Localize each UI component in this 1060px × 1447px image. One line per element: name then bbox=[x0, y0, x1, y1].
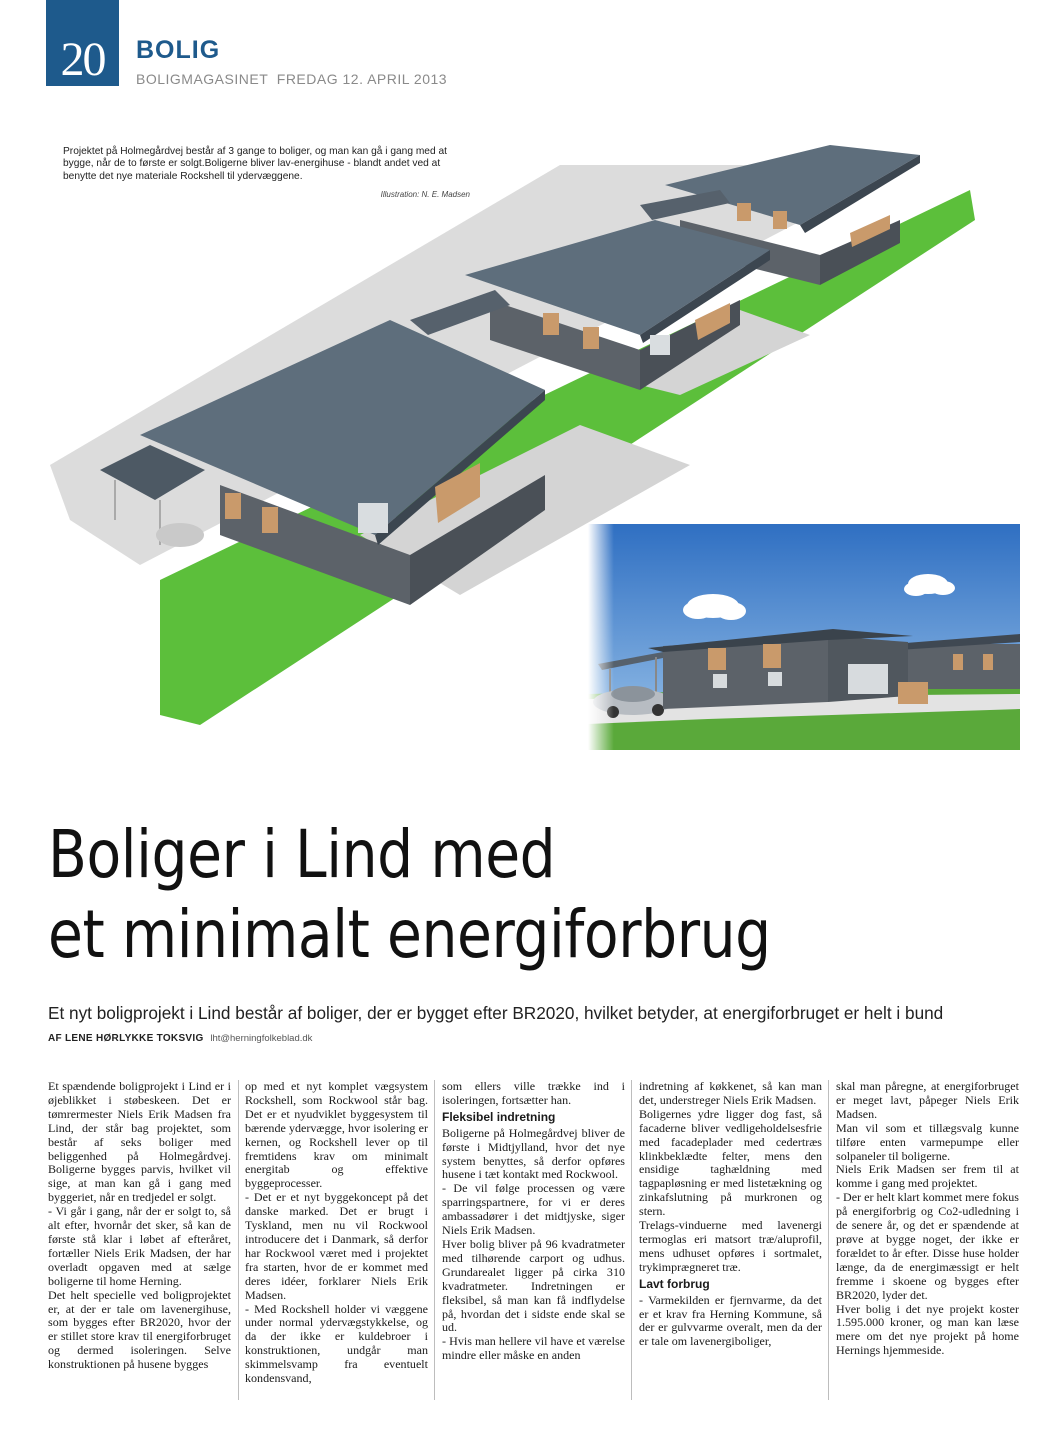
column-divider bbox=[631, 1080, 632, 1400]
paragraph: Et spændende boligprojekt i Lind er i øjeblikket i støbeskeen. Det er tømrermester Niels Erik Madsen fra Lind, der står bag projektet, som består af seks boliger med beliggenhed på Holmegårdvej. Boligerne bygges parvis, hvilket vil sige, at man kan gå i gang med byggeriet, når en tredjedel er solgt. bbox=[48, 1079, 231, 1205]
paragraph: - Varmekilden er fjernvarme, da det er et krav fra Herning Kommune, så der er gulvvarme overalt, men da der er tale om lavenergiboliger, bbox=[639, 1292, 822, 1349]
paragraph: - Med Rockshell holder vi væggene under normal ydervægstykkelse, og da der ikke er kuldebroer i konstruktionen, undgår man skimmelsvamp fra eventuelt kondensvand, bbox=[245, 1301, 428, 1386]
article-column-5 bbox=[836, 1080, 1019, 1358]
paragraph: Hver bolig bliver på 96 kvadratmeter med tilhørende carport og udhus. Grundarealet ligger på cirka 310 kvadratmeter. Indretningen er fleksibel, så man kan få indflydelse på, hvordan det i sidste ende skal se ud. bbox=[442, 1236, 625, 1335]
paragraph: Det helt specielle ved boligprojektet er, at der er tale om lavenergihuse, som bygges efter BR2020, hvor der er stillet store krav til energiforbruget og dermed isoleringen. Selve konstruktionen på husene bygges bbox=[48, 1287, 231, 1372]
column-divider bbox=[434, 1080, 435, 1400]
street-rendering bbox=[588, 524, 1020, 750]
page-number: 20 bbox=[60, 33, 105, 86]
paragraph: Boligernes ydre ligger dog fast, så facaderne bliver vedligeholdelsesfrie med facadeplader med cedertræs klinkbeklædte felter, mens den ensidige taghældning med tagpapløsning er med listetækning og zinkafslutning på murkronen og stern. bbox=[639, 1106, 822, 1219]
masthead: BOLIGMAGASINET FREDAG 12. APRIL 2013 bbox=[136, 71, 448, 87]
article-column-3 bbox=[442, 1080, 625, 1363]
paragraph: - Vi går i gang, når der er solgt to, så alt efter, hvornår det sker, så kan de første stå klar i løbet af efteråret, fortæller Niels Erik Madsen, der har overladt opgaven med at sælge boligerne til home Herning. bbox=[48, 1204, 231, 1288]
byline bbox=[48, 1033, 312, 1044]
section-heading: Lavt forbrug bbox=[639, 1276, 710, 1291]
section-heading: Fleksibel indretning bbox=[442, 1109, 556, 1124]
column-divider bbox=[828, 1080, 829, 1400]
headline-line-2: et minimalt energiforbrug bbox=[48, 896, 771, 973]
paragraph: Boligerne på Holmegårdvej bliver de første i Midtjylland, hvor det nye system benyttes, så derfor opføres husene i tæt kontakt med Rockwool. bbox=[442, 1125, 625, 1182]
article-column-2 bbox=[245, 1080, 428, 1386]
paragraph: Man vil som et tillægsvalg kunne tilføre enten varmepumpe eller solpaneler til boligerne. bbox=[836, 1120, 1019, 1163]
article-column-1 bbox=[48, 1080, 231, 1372]
headline-line-1: Boliger i Lind med bbox=[48, 816, 556, 893]
subheadline: Et nyt boligprojekt i Lind består af boliger, der er bygget efter BR2020, hvilket betyder, at energiforbruget er helt i bund bbox=[48, 1003, 944, 1023]
paragraph: som ellers ville trække ind i isoleringen, fortsætter han. bbox=[442, 1079, 625, 1107]
paragraph: Trelags-vinduerne med lavenergi termoglas eri matsort træ/aluprofil, mens udhuset opføres i sortmalet, trykimprægneret træ. bbox=[639, 1218, 822, 1274]
paragraph: - Det er et nyt byggekoncept på det danske marked. Det er brugt i Tyskland, men nu vil Rockwool introducere det i Danmark, så derfor har Rockwool været med i projektet fra starten, hvor de er kommet med deres idéer, forklarer Niels Erik Madsen. bbox=[245, 1190, 428, 1302]
paragraph: indretning af køkkenet, så kan man det, understreger Niels Erik Madsen. bbox=[639, 1079, 822, 1107]
paragraph: Niels Erik Madsen ser frem til at komme i gang med projektet. bbox=[836, 1162, 1019, 1191]
paragraph: - Der er helt klart kommet mere fokus på energiforbrig og Co2-udledning i de senere år, og det er spændende at prøve at bygge noget, der ikke er forældet to år efter. Disse huse holder længe, da de energimæssigt er helt fremme i skoene og bygges efter BR2020, lyder det. bbox=[836, 1190, 1019, 1302]
section-title: BOLIG bbox=[136, 36, 221, 64]
figure-caption: Projektet på Holmegårdvej består af 3 gange to boliger, og man kan gå i gang med at bygge, når de to første er solgt.Boligerne bliver lav-energihuse - blandt andet ved at benytte det nye materiale Rockshell til ydervæggene. bbox=[63, 146, 447, 182]
page-number-box bbox=[46, 0, 119, 86]
figure-credit: Illustration: N. E. Madsen bbox=[380, 190, 470, 199]
paragraph: Hver bolig i det nye projekt koster 1.595.000 kroner, og man kan læse mere om det nye projekt på home Hernings hjemmeside. bbox=[836, 1301, 1019, 1358]
paragraph: op med et nyt komplet vægsystem Rockshell, som Rockwool står bag. Det er et nyudviklet byggesystem til bærende ydervægge, hvor isolering er kernen, og Rockshell lever op til fremtidens krav om minimalt energitab og effektive byggeprocesser. bbox=[245, 1079, 428, 1191]
byline-email: lht@herningfolkeblad.dk bbox=[210, 1033, 313, 1044]
article-column-4 bbox=[639, 1080, 822, 1349]
paragraph: - Hvis man hellere vil have et værelse mindre eller måske en anden bbox=[442, 1334, 625, 1363]
column-divider bbox=[238, 1080, 239, 1400]
byline-author: AF LENE HØRLYKKE TOKSVIG bbox=[48, 1033, 204, 1044]
headline bbox=[48, 815, 1028, 975]
paragraph: skal man påregne, at energiforbruget er meget lavt, påpeger Niels Erik Madsen. bbox=[836, 1079, 1019, 1121]
paragraph: - De vil følge processen og være sparringspartnere, for vi er deres ambassadører i det midtjyske, siger Niels Erik Madsen. bbox=[442, 1181, 625, 1238]
